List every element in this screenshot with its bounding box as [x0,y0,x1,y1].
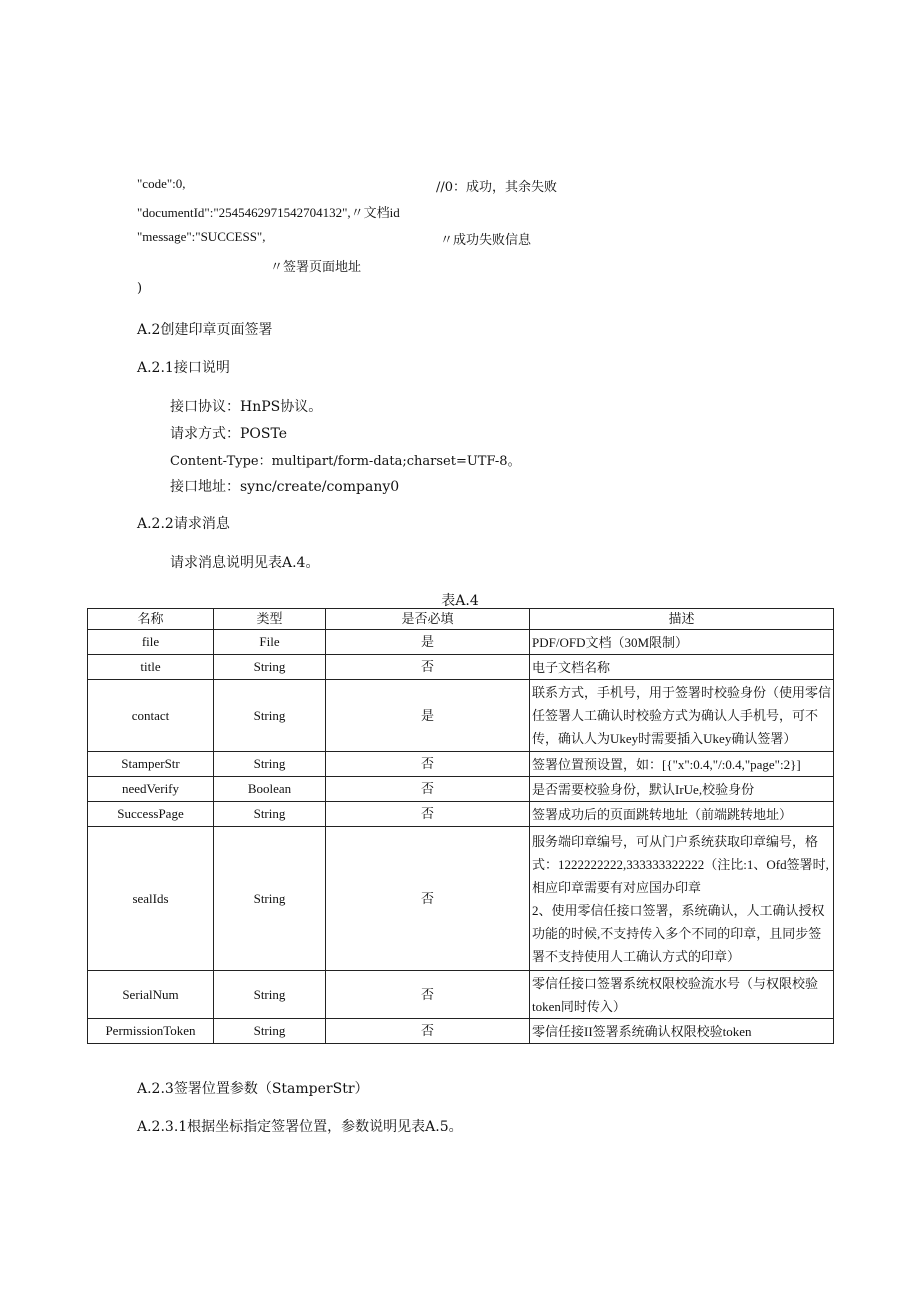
cell-desc [530,827,834,971]
table-row [88,1019,834,1044]
cell-name: PermissionToken [88,1019,214,1044]
cell-name: sealIds [88,827,214,971]
request-desc: 请求消息说明见表A.4。 [170,555,320,571]
cell-name: SuccessPage [88,802,214,827]
cell-desc-part2: 2、使用零信任接口签署，系统确认，人工确认授权功能的时候,不支持传入多个不同的印章，且同步签署不支持使用人工确认方式的印章） [532,902,825,964]
cell-name: SerialNum [88,971,214,1019]
cell-desc: 电子文档名称 [530,655,834,680]
section-a231-title: A.2.3.1根据坐标指定签署位置，参数说明见表A.5。 [137,1119,463,1135]
cell-type: String [214,971,326,1019]
cell-name: title [88,655,214,680]
cell-desc: 零信任接II签署系统确认权限校验token [530,1019,834,1044]
content-type: Content-Type：multipart/form-data;charset=UTF-8。 [170,454,521,469]
cell-required: 否 [326,655,530,680]
cell-required: 否 [326,802,530,827]
code-line-code-key: "code":0, [137,176,186,191]
cell-desc: 零信任接口签署系统权限校验流水号（与权限校验token同时传入） [530,971,834,1019]
table-row [88,827,834,971]
table-row [88,802,834,827]
section-a23-title: A.2.3签署位置参数（StamperStr） [137,1081,369,1097]
interface-protocol: 接口协议：HnPS协议。 [170,399,323,415]
cell-type: String [214,1019,326,1044]
cell-desc: 签署位置预设置，如：[{"x":0.4,"/:0.4,"page":2}] [530,752,834,777]
cell-desc-part1: 服务端印章编号，可从门户系统获取印章编号，格式：1222222222,333333322222（注比:1、Ofd签署时,相应印章需要有对应国办印章 [532,833,829,895]
cell-name: file [88,630,214,655]
table-row [88,752,834,777]
code-line-document-id: "documentId":"2545462971542704132",〃文档id [137,205,400,220]
cell-required: 否 [326,777,530,802]
table-row [88,680,834,752]
header-name: 名称 [88,609,214,630]
cell-type: String [214,827,326,971]
cell-type: String [214,680,326,752]
code-line-message-key: "message":"SUCCESS", [137,229,266,244]
header-type: 类型 [214,609,326,630]
table-row [88,777,834,802]
cell-type: File [214,630,326,655]
cell-name: needVerify [88,777,214,802]
code-line-message-comment: 〃成功失败信息 [440,233,532,248]
cell-desc: PDF/OFD文档（30M限制） [530,630,834,655]
code-line-sign-url-comment: 〃签署页面地址 [270,260,362,275]
table-row [88,655,834,680]
section-a22-title: A.2.2请求消息 [137,516,230,532]
cell-name: StamperStr [88,752,214,777]
section-a21-title: A.2.1接口说明 [137,360,230,376]
cell-desc: 联系方式，手机号，用于签署时校验身份（使用零信任签署人工确认时校验方式为确认人手机号，可不传，确认人为Ukey时需要插入Ukey确认签署） [530,680,834,752]
cell-type: Boolean [214,777,326,802]
cell-required: 否 [326,971,530,1019]
cell-desc: 签署成功后的页面跳转地址（前端跳转地址） [530,802,834,827]
header-desc: 描述 [530,609,834,630]
cell-required: 否 [326,1019,530,1044]
cell-type: String [214,802,326,827]
table-row [88,630,834,655]
cell-required: 是 [326,630,530,655]
cell-name: contact [88,680,214,752]
cell-type: String [214,655,326,680]
header-required: 是否必填 [326,609,530,630]
cell-required: 否 [326,827,530,971]
interface-address: 接口地址：sync/create/company0 [170,479,400,495]
request-method: 请求方式：POSTe [170,426,288,442]
section-a2-title: A.2创建印章页面签署 [137,322,273,338]
code-line-close-brace: ) [137,281,143,296]
cell-type: String [214,752,326,777]
request-params-table [87,608,834,1044]
table-header-row [88,609,834,630]
cell-required: 否 [326,752,530,777]
table-caption: 表A.4 [441,593,479,609]
code-line-code-comment: //0：成功，其余失败 [436,180,558,195]
table-row [88,971,834,1019]
cell-desc: 是否需要校验身份，默认IrUe,校验身份 [530,777,834,802]
cell-required: 是 [326,680,530,752]
